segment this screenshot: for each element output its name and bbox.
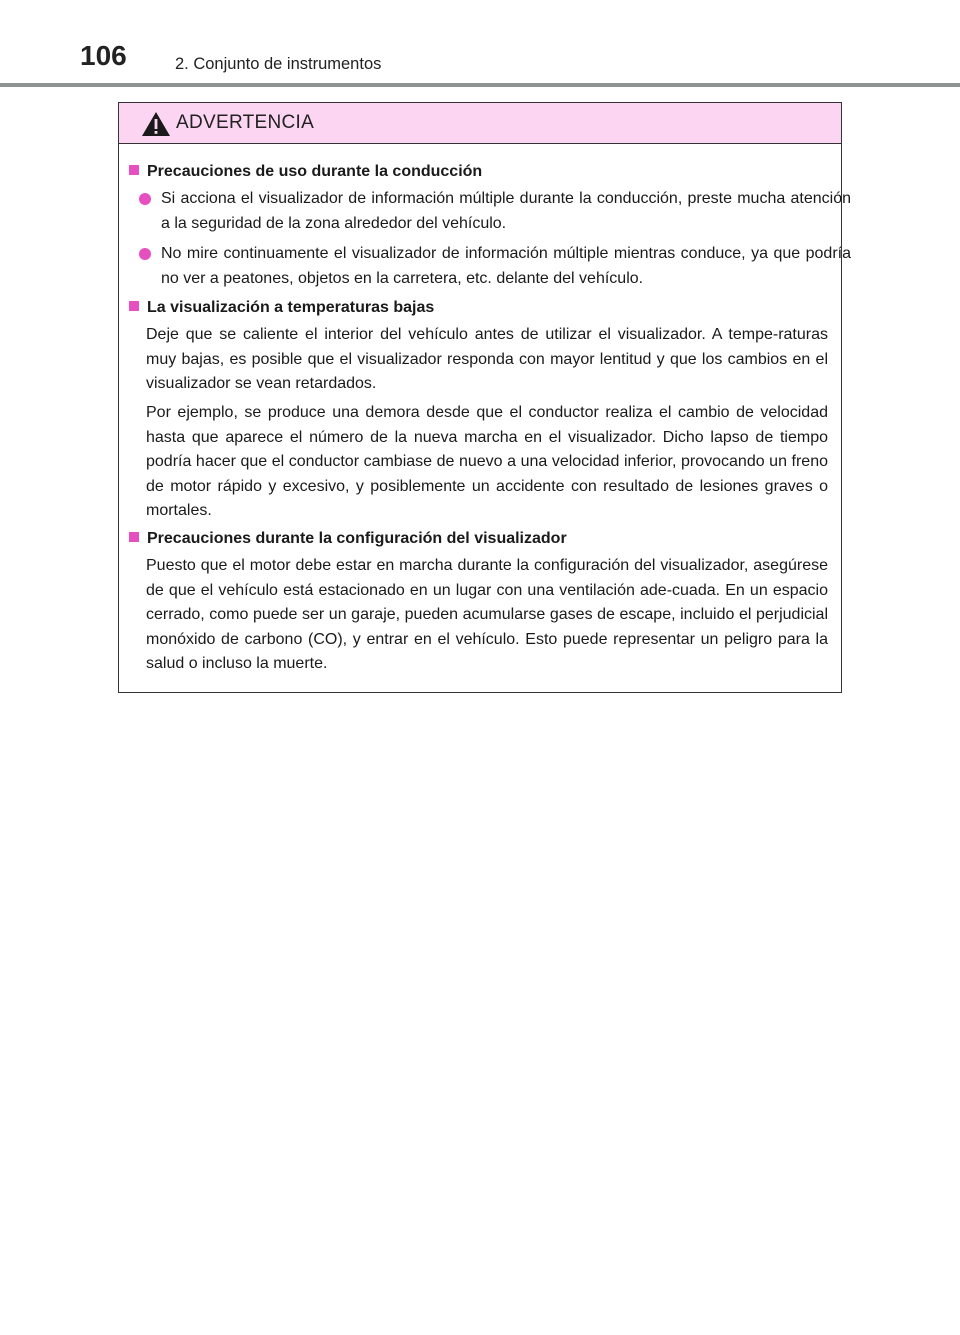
- heading-text: Precauciones de uso durante la conducción: [147, 163, 483, 180]
- warning-header: [119, 103, 841, 144]
- square-bullet-icon: [129, 532, 139, 542]
- square-bullet-icon: [129, 301, 139, 311]
- round-bullet-icon: [139, 193, 151, 205]
- warning-title: ADVERTENCIA: [176, 112, 315, 133]
- bullet-text: No mire continuamente el visualizador de información múltiple mientras conduce, ya que podría no ver a peatones, objetos en la carretera, etc. delante del vehículo.: [161, 245, 851, 287]
- round-bullet-icon: [139, 248, 151, 260]
- section-heading: [129, 299, 434, 317]
- warning-triangle-icon: [141, 111, 171, 137]
- heading-text: La visualización a temperaturas bajas: [147, 299, 435, 316]
- paragraph: Deje que se caliente el interior del vehículo antes de utilizar el visualizador. A tempe-raturas muy bajas, es posible que el visualizador responda con mayor lentitud y que los cambios en el visualizador se vean retardados.: [146, 326, 828, 392]
- page-header: [0, 0, 960, 90]
- section-title: 2. Conjunto de instrumentos: [175, 55, 382, 73]
- header-rule: [0, 83, 960, 87]
- square-bullet-icon: [129, 165, 139, 175]
- paragraph: Por ejemplo, se produce una demora desde que el conductor realiza el cambio de velocidad hasta que aparece el número de la nueva marcha en el visualizador. Dicho lapso de tiempo podría hacer que el conductor cambiase de nuevo a una velocidad inferior, provocando un freno de motor rápido y excesivo, y posiblemente un accidente con resultado de lesiones graves o mortales.: [146, 404, 828, 519]
- bullet-text: Si acciona el visualizador de información múltiple durante la conducción, preste mucha atención a la seguridad de la zona alrededor del vehículo.: [161, 190, 851, 232]
- section-heading: [129, 530, 567, 548]
- section-heading: [129, 163, 482, 181]
- paragraph: Puesto que el motor debe estar en marcha durante la configuración del visualizador, asegúrese de que el vehículo está estacionado en un lugar con una ventilación ade-cuada. En un espacio cerrado, como puede ser un garaje, pueden acumularse gases de escape, incluido el perjudicial monóxido de carbono (CO), y entrar en el vehículo. Esto puede representar un peligro para la salud o incluso la muerte.: [146, 557, 828, 672]
- heading-text: Precauciones durante la configuración del visualizador: [147, 530, 567, 547]
- page-number: 106: [80, 40, 127, 71]
- warning-box: [118, 102, 851, 693]
